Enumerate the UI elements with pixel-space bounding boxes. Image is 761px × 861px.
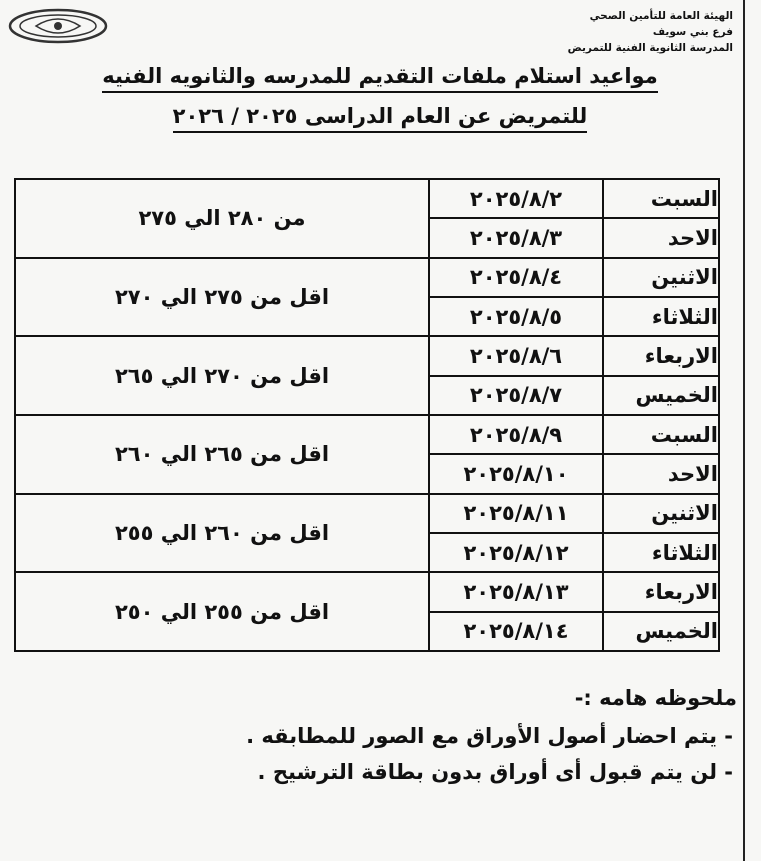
page-title-line-2 [40, 104, 720, 128]
day-cell: السبت [603, 179, 719, 218]
org-line-branch: فرع بني سويف [652, 26, 733, 38]
title-text-1: مواعيد استلام ملفات التقديم للمدرسه والثانويه الفنيه [102, 64, 657, 93]
date-cell: ٢٠٢٥/٨/١٢ [429, 533, 603, 572]
table-row [15, 179, 719, 218]
page-edge-line [743, 0, 745, 861]
table-row [15, 572, 719, 611]
date-cell: ٢٠٢٥/٨/١١ [429, 494, 603, 533]
date-cell: ٢٠٢٥/٨/١٤ [429, 612, 603, 651]
org-line-authority: الهيئة العامة للتأمين الصحي [589, 10, 733, 22]
day-cell: الخميس [603, 612, 719, 651]
table-row [15, 494, 719, 533]
day-cell: الاحد [603, 218, 719, 257]
day-cell: الاربعاء [603, 572, 719, 611]
title-text-2: للتمريض عن العام الدراسى ٢٠٢٥ / ٢٠٢٦ [173, 104, 588, 133]
day-cell: الخميس [603, 376, 719, 415]
date-cell: ٢٠٢٥/٨/٣ [429, 218, 603, 257]
page-title-line-1 [40, 64, 720, 88]
date-cell: ٢٠٢٥/٨/٥ [429, 297, 603, 336]
day-cell: الاثنين [603, 258, 719, 297]
day-cell: الاحد [603, 454, 719, 493]
day-cell: الثلاثاء [603, 533, 719, 572]
table-row [15, 258, 719, 297]
score-range-cell: اقل من ٢٥٥ الي ٢٥٠ [15, 572, 429, 651]
schedule-table [14, 178, 720, 652]
notes-section [246, 686, 737, 796]
score-range-cell: اقل من ٢٧٥ الي ٢٧٠ [15, 258, 429, 337]
date-cell: ٢٠٢٥/٨/٢ [429, 179, 603, 218]
note-item: - يتم احضار أصول الأوراق مع الصور للمطابقه . [246, 724, 733, 748]
day-cell: الثلاثاء [603, 297, 719, 336]
day-cell: الاثنين [603, 494, 719, 533]
score-range-cell: اقل من ٢٦٥ الي ٢٦٠ [15, 415, 429, 494]
organization-header [568, 8, 733, 56]
org-line-school: المدرسة الثانوية الفنية للتمريض [567, 42, 733, 54]
score-range-cell: اقل من ٢٦٠ الي ٢٥٥ [15, 494, 429, 573]
score-range-cell: اقل من ٢٧٠ الي ٢٦٥ [15, 336, 429, 415]
note-item: - لن يتم قبول أى أوراق بدون بطاقة الترشيح . [257, 760, 733, 784]
date-cell: ٢٠٢٥/٨/١٠ [429, 454, 603, 493]
organization-logo-icon [6, 6, 110, 46]
day-cell: السبت [603, 415, 719, 454]
date-cell: ٢٠٢٥/٨/٤ [429, 258, 603, 297]
schedule-table-body [15, 179, 719, 651]
date-cell: ٢٠٢٥/٨/١٣ [429, 572, 603, 611]
notes-heading: ملحوظه هامه :- [574, 686, 737, 710]
score-range-cell: من ٢٨٠ الي ٢٧٥ [15, 179, 429, 258]
date-cell: ٢٠٢٥/٨/٧ [429, 376, 603, 415]
date-cell: ٢٠٢٥/٨/٦ [429, 336, 603, 375]
day-cell: الاربعاء [603, 336, 719, 375]
date-cell: ٢٠٢٥/٨/٩ [429, 415, 603, 454]
table-row [15, 336, 719, 375]
table-row [15, 415, 719, 454]
